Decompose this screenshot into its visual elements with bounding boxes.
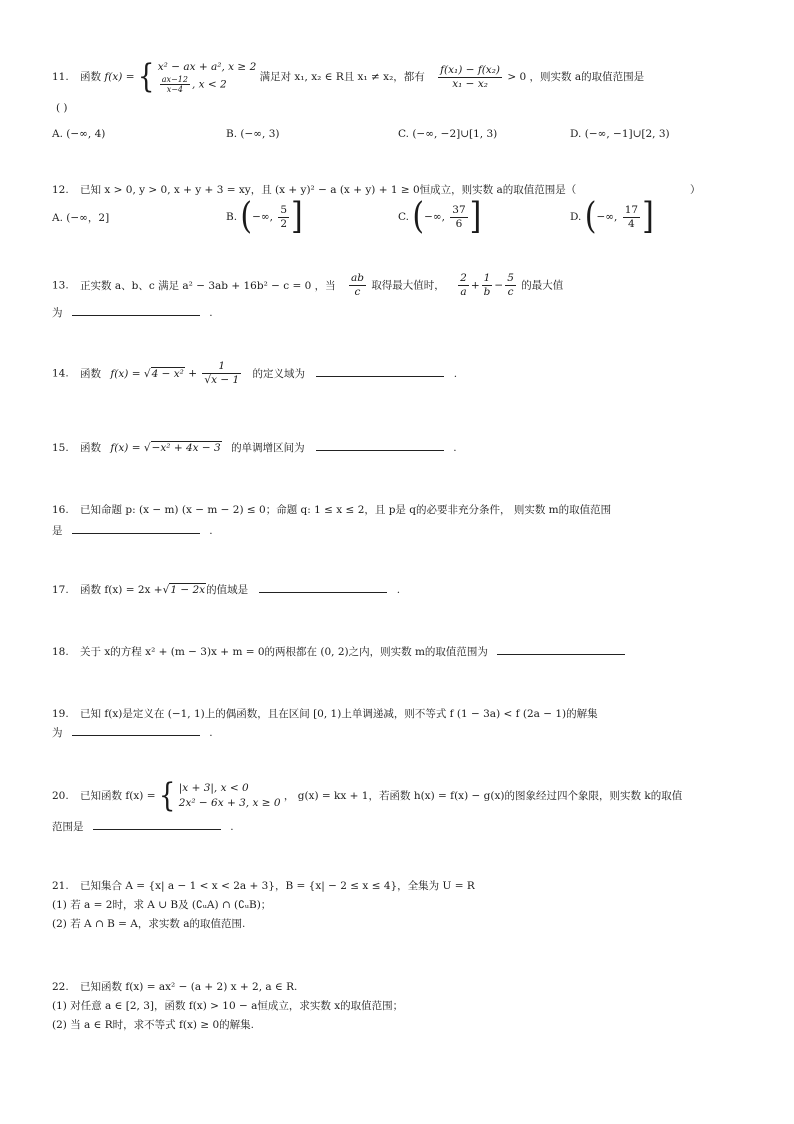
q15-answer-blank[interactable]	[316, 440, 444, 451]
q12-line1	[52, 182, 576, 197]
q20-line2-text: 范围是	[52, 821, 84, 833]
q21-stem: 已知集合 A = {x| a − 1 < x < 2a + 3}，B = {x| − 2 ≤ x ≤ 4}，全集为 U = R	[80, 880, 475, 892]
q11-case1: x² − ax + a², x ≥ 2	[157, 61, 257, 73]
q11-option-d: D. (−∞, −1]∪[2, 3)	[570, 128, 670, 140]
q13-number: 13.	[52, 279, 69, 292]
q11-case2-cond: , x < 2	[191, 78, 227, 91]
q20-number: 20.	[52, 790, 69, 802]
q14-tail: 的定义域为	[252, 367, 305, 380]
q20-case1: |x + 3|, x < 0	[178, 782, 249, 794]
q13-frac1-num: ab	[350, 272, 364, 284]
q11-diff-frac	[438, 64, 502, 91]
q20-tail: ， g(x) = kx + 1，若函数 h(x) = f(x) − g(x)的图象经过四个象限，则实数 k的取值	[283, 790, 683, 802]
q12-option-d-pre: −∞,	[596, 211, 618, 223]
q11-answer-paren: ( )	[56, 102, 68, 114]
q12-option-b: B. (−∞, $\frac{5}{2}$ ]	[226, 195, 303, 238]
q11-line1	[52, 60, 644, 94]
q11-number: 11.	[52, 71, 69, 83]
q14-fx: f(x) =	[110, 367, 141, 380]
q11-case2-frac	[160, 75, 190, 94]
q15-end: .	[453, 442, 457, 454]
q20-cases	[179, 781, 281, 811]
q17-number: 17.	[52, 584, 69, 596]
q19-answer-blank[interactable]	[72, 725, 200, 736]
q12-number: 12.	[52, 184, 69, 196]
q21-part1: (1) 若 a = 2时，求 A ∪ B及 (∁ᵤA) ∩ (∁ᵤB)；	[52, 899, 272, 911]
q11-tail: > 0 ，则实数 a的取值范围是	[507, 71, 645, 83]
q13-text3: 的最大值	[521, 279, 564, 292]
q21-part2: (2) 若 A ∩ B = A，求实数 a的取值范围.	[52, 918, 246, 930]
q18-text: 关于 x的方程 x² + (m − 3)x + m = 0的两根都在 (0, 2)之内，则实数 m的取值范围为	[80, 646, 488, 658]
q22-part2: (2) 当 a ∈ R时，求不等式 f(x) ≥ 0的解集.	[52, 1019, 254, 1031]
q11-case2-den: x−4	[166, 85, 183, 94]
q15-lead: 函数	[80, 442, 102, 454]
q22-line1	[52, 979, 297, 994]
q12-option-c-pre: −∞,	[424, 211, 445, 223]
q11-diff-den: x₁ − x₂	[452, 77, 488, 90]
q16-line2	[52, 523, 213, 538]
q17-end: .	[396, 584, 401, 596]
q19-text: 已知 f(x)是定义在 (−1, 1)上的偶函数，且在区间 [0, 1)上单调递减，则不等式 f (1 − 3a) < f (2a − 1)的解集	[80, 708, 598, 720]
q13-text1: 正实数 a、b、c 满足 a² − 3ab + 16b² − c = 0 ，当	[80, 279, 336, 292]
q19-end: .	[209, 727, 213, 739]
q20-brace: {	[158, 777, 176, 815]
q17-line	[52, 582, 400, 597]
q18-number: 18.	[52, 646, 69, 658]
q11-option-b: B. (−∞, 3)	[226, 128, 280, 140]
q15-line	[52, 440, 457, 455]
q13-line2	[52, 305, 213, 320]
q11-option-c: C. (−∞, −2]∪[1, 3)	[398, 128, 498, 140]
q13-minus: −	[494, 279, 504, 292]
q12-option-a: A. (−∞，2]	[52, 212, 110, 224]
q20-case2: 2x² − 6x + 3, x ≥ 0	[178, 797, 281, 809]
q14-plus: +	[188, 367, 198, 380]
q13-text2: 取得最大值时，	[371, 279, 445, 292]
q14-answer-blank[interactable]	[316, 366, 444, 377]
q12-option-b-label: B.	[226, 211, 238, 223]
q13-end: .	[209, 307, 213, 319]
q19-line1	[52, 706, 598, 721]
q11-fx: f(x) =	[104, 71, 135, 83]
q14-sqrt1: √4 − x²	[143, 367, 184, 380]
q20-line2	[52, 819, 234, 834]
q22-number: 22.	[52, 981, 69, 993]
q22-stem: 已知函数 f(x) = ax² − (a + 2) x + 2, a ∈ R.	[80, 981, 298, 993]
q20-answer-blank[interactable]	[93, 819, 221, 830]
q13-frac2-den: a	[460, 286, 467, 298]
q13-frac2-num: 2	[460, 272, 467, 284]
q13-answer-blank[interactable]	[72, 305, 200, 316]
q11-option-a: A. (−∞, 4)	[52, 128, 106, 140]
q12-close-paren: ）	[690, 184, 701, 196]
q12-option-d-label: D.	[570, 211, 582, 223]
q21-number: 21.	[52, 880, 69, 892]
q17-lead: 函数 f(x) = 2x +	[80, 584, 163, 596]
q12-option-b-num: 5	[280, 203, 288, 216]
q20-lead: 已知函数 f(x) =	[80, 790, 156, 802]
q11-condition: 满足对 x₁, x₂ ∈ R且 x₁ ≠ x₂，都有	[259, 71, 425, 83]
q15-rad: −x² + 4x − 3	[151, 442, 221, 454]
q21-line1	[52, 878, 475, 893]
q11-brace: {	[137, 58, 155, 96]
q11-case2-num: ax−12	[161, 75, 188, 84]
q12-option-d-num: 17	[624, 203, 639, 216]
q15-number: 15.	[52, 442, 69, 454]
q12-option-b-den: 2	[280, 217, 288, 230]
q11-diff-num: f(x₁) − f(x₂)	[440, 63, 501, 76]
q13-frac3-num: 1	[482, 272, 493, 286]
q17-rad: 1 − 2x	[170, 584, 206, 596]
q19-line2	[52, 725, 213, 740]
q13-line2-text: 为	[52, 307, 63, 319]
q12-option-c-label: C.	[398, 211, 409, 223]
q14-lead: 函数	[80, 367, 102, 380]
q14-number: 14.	[52, 367, 69, 380]
q14-end: .	[453, 367, 458, 380]
q14-line: 14. 函数 f(x) = √4 − x² + $\frac{1}{√x - 1}$ 的定义域为 .	[52, 360, 458, 386]
q15-sqrt: √−x² + 4x − 3	[143, 442, 221, 454]
q13-frac1-den: c	[354, 286, 361, 298]
q12-option-d: D. (−∞, $\frac{17}{4}$ ]	[570, 195, 654, 238]
q11-cases	[158, 60, 256, 94]
q13-plus: +	[470, 279, 480, 292]
q22-part1: (1) 对任意 a ∈ [2, 3]，函数 f(x) > 10 − a恒成立，求实数 x的取值范围；	[52, 1000, 404, 1012]
q12-option-d-den: 4	[628, 217, 635, 230]
q16-line2-text: 是	[52, 525, 63, 537]
q17-answer-blank[interactable]	[259, 582, 387, 593]
q15-tail: 的单调增区间为	[231, 442, 305, 454]
q16-text: 已知命题 p: (x − m) (x − m − 2) ≤ 0；命题 q: 1 ≤ x ≤ 2，且 p是 q的必要非充分条件， 则实数 m的取值范围	[80, 504, 612, 516]
q15-fx: f(x) =	[110, 442, 141, 454]
q12-option-c-den: 6	[455, 217, 463, 230]
q20-end: .	[230, 821, 234, 833]
q18-answer-blank[interactable]	[497, 644, 625, 655]
q16-end: .	[209, 525, 213, 537]
q12-option-c-num: 37	[452, 203, 466, 216]
q19-number: 19.	[52, 708, 69, 720]
q13-line1	[52, 272, 563, 299]
q17-tail: 的值域是	[206, 584, 249, 596]
q14-frac-num: 1	[202, 360, 241, 374]
q13-frac4-den: c	[507, 286, 514, 298]
q11-lead: 函数	[80, 71, 102, 83]
q12-text: 已知 x > 0, y > 0, x + y + 3 = xy，且 (x + y)² − a (x + y) + 1 ≥ 0恒成立，则实数 a的取值范围是（	[80, 184, 577, 196]
q19-line2-text: 为	[52, 727, 63, 739]
q18-line	[52, 644, 625, 659]
q12-option-b-pre: −∞,	[252, 211, 274, 223]
q20-line1	[52, 777, 683, 815]
q14-rad1: 4 − x²	[151, 367, 184, 380]
q16-line1	[52, 502, 611, 517]
q13-frac4-num: 5	[507, 272, 514, 284]
q14-frac-den: x − 1	[211, 374, 240, 386]
q13-frac3-den: b	[483, 286, 491, 298]
q12-option-c: C. (−∞, $\frac{37}{6}$ ]	[398, 195, 482, 238]
q16-answer-blank[interactable]	[72, 523, 200, 534]
q16-number: 16.	[52, 504, 69, 516]
q17-sqrt: √1 − 2x	[162, 584, 206, 596]
